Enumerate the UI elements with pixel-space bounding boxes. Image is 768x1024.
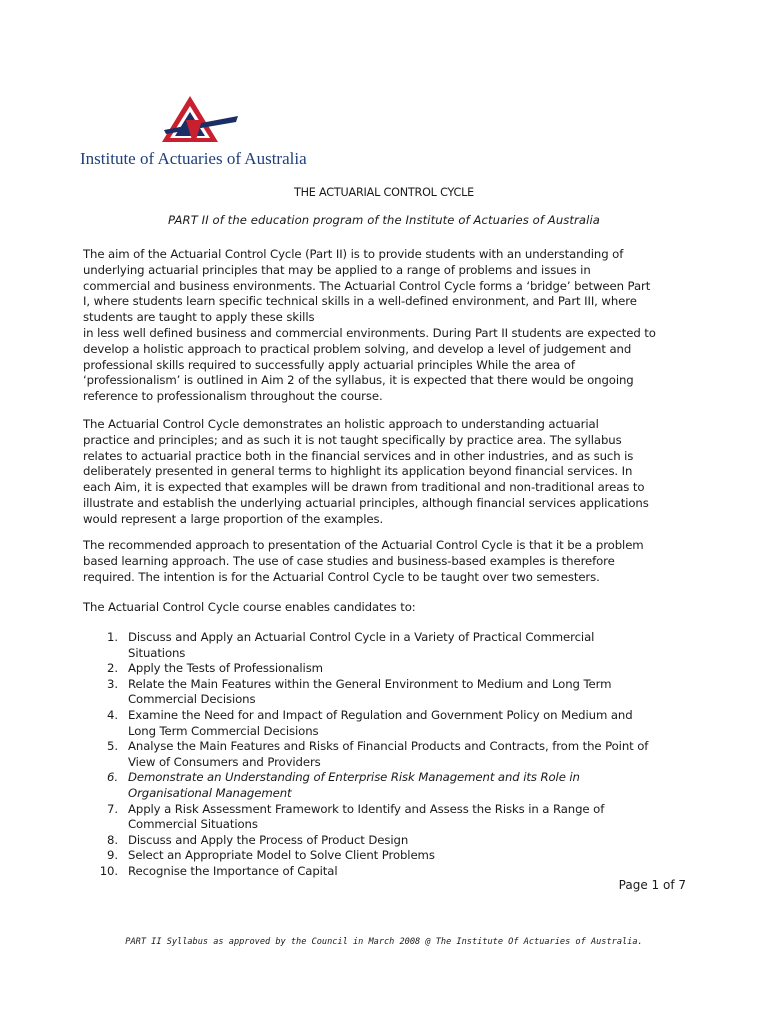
list-item: [83, 770, 693, 801]
text-line: commercial and business environments. The Actuarial Control Cycle forms a ‘bridge’ between Part: [83, 278, 651, 293]
text-line: ‘professionalism’ is outlined in Aim 2 of the syllabus, it is expected that there would be ongoing: [83, 373, 634, 388]
list-item-text: Commercial Situations: [128, 817, 258, 832]
text-line: reference to professionalism throughout the course.: [83, 389, 383, 404]
list-number: 6.: [107, 770, 118, 785]
list-number: 3.: [107, 676, 118, 691]
list-item: [83, 661, 693, 677]
list-number: 4.: [107, 707, 118, 722]
text-line: each Aim, it is expected that examples will be drawn from traditional and non-traditional areas to: [83, 480, 645, 495]
list-number: 8.: [107, 832, 118, 847]
list-item: [83, 630, 693, 661]
text-line: underlying actuarial principles that may be applied to a range of problems and issues in: [83, 262, 591, 277]
text-line: The recommended approach to presentation of the Actuarial Control Cycle is that it be a problem: [83, 538, 644, 552]
list-number: 5.: [107, 739, 118, 754]
iaa-triangle-logo-icon: [158, 94, 242, 152]
page-footer: PART II Syllabus as approved by the Council in March 2008 @ The Institute Of Actuaries of Australia.: [125, 937, 643, 947]
text-line: The Actuarial Control Cycle demonstrates an holistic approach to understanding actuarial: [83, 417, 599, 431]
list-item-text: Relate the Main Features within the General Environment to Medium and Long Term: [128, 676, 612, 691]
document-title: THE ACTUARIAL CONTROL CYCLE: [293, 186, 475, 199]
list-item-text: View of Consumers and Providers: [128, 754, 321, 769]
text-line: professional skills required to successfully apply actuarial principles While the area of: [83, 357, 575, 372]
list-item-text: Commercial Decisions: [128, 692, 256, 707]
text-line: I, where students learn specific technical skills in a well-defined environment, and Part III, where: [83, 294, 637, 309]
list-item: [83, 848, 693, 864]
document-subtitle: PART II of the education program of the Institute of Actuaries of Australia: [168, 213, 600, 227]
list-item-text: Situations: [128, 645, 186, 660]
list-item-text: Demonstrate an Understanding of Enterprise Risk Management and its Role in: [128, 770, 580, 785]
list-item: [83, 708, 693, 739]
list-item-text: Examine the Need for and Impact of Regulation and Government Policy on Medium and: [128, 707, 633, 722]
list-item: [83, 677, 693, 708]
logo-wordmark: Institute of Actuaries of Australia: [80, 149, 307, 168]
list-item-text: Recognise the Importance of Capital: [128, 863, 338, 878]
list-item-text: Apply a Risk Assessment Framework to Identify and Assess the Risks in a Range of: [128, 801, 605, 816]
list-item: [83, 833, 693, 849]
list-number: 7.: [107, 801, 118, 816]
paragraph-recommended-approach: [83, 538, 693, 585]
list-intro: The Actuarial Control Cycle course enables candidates to:: [83, 600, 416, 614]
list-number: 1.: [107, 630, 118, 644]
list-item-text: Long Term Commercial Decisions: [128, 723, 319, 738]
text-line: would represent a large proportion of the examples.: [83, 511, 384, 526]
text-line: relates to actuarial practice both in the financial services and in other industries, and as such is: [83, 448, 634, 463]
list-item-text: Organisational Management: [128, 785, 292, 800]
paragraph-holistic-approach: [83, 417, 693, 528]
list-item-text: Select an Appropriate Model to Solve Client Problems: [128, 848, 435, 863]
list-item: [83, 864, 693, 880]
list-item-text: Apply the Tests of Professionalism: [128, 661, 323, 676]
list-item-text: Discuss and Apply the Process of Product Design: [128, 832, 409, 847]
list-number: 10.: [99, 863, 118, 878]
text-line: illustrate and establish the underlying actuarial principles, although financial services applications: [83, 495, 649, 510]
list-number: 2.: [107, 661, 118, 676]
aims-list: [83, 630, 693, 880]
list-item-text: Discuss and Apply an Actuarial Control Cycle in a Variety of Practical Commercial: [128, 630, 595, 644]
paragraph-aim: [83, 247, 693, 405]
text-line: deliberately presented in general terms to highlight its application beyond financial services. In: [83, 464, 633, 479]
list-item: [83, 739, 693, 770]
institute-logo: [80, 94, 320, 174]
text-line: in less well defined business and commercial environments. During Part II students are expected to: [83, 325, 656, 340]
text-line: based learning approach. The use of case studies and business-based examples is therefore: [83, 553, 615, 568]
list-number: 9.: [107, 848, 118, 863]
text-line: required. The intention is for the Actuarial Control Cycle to be taught over two semesters.: [83, 569, 600, 584]
text-line: develop a holistic approach to practical problem solving, and develop a level of judgement and: [83, 341, 632, 356]
list-item-text: Analyse the Main Features and Risks of Financial Products and Contracts, from the Point of: [128, 739, 649, 754]
text-line: practice and principles; and as such it is not taught specifically by practice area. The syllabus: [83, 432, 622, 447]
text-line: The aim of the Actuarial Control Cycle (Part II) is to provide students with an understanding of: [83, 247, 624, 261]
text-line: students are taught to apply these skills: [83, 310, 315, 325]
page-number: Page 1 of 7: [618, 878, 686, 892]
list-item: [83, 802, 693, 833]
